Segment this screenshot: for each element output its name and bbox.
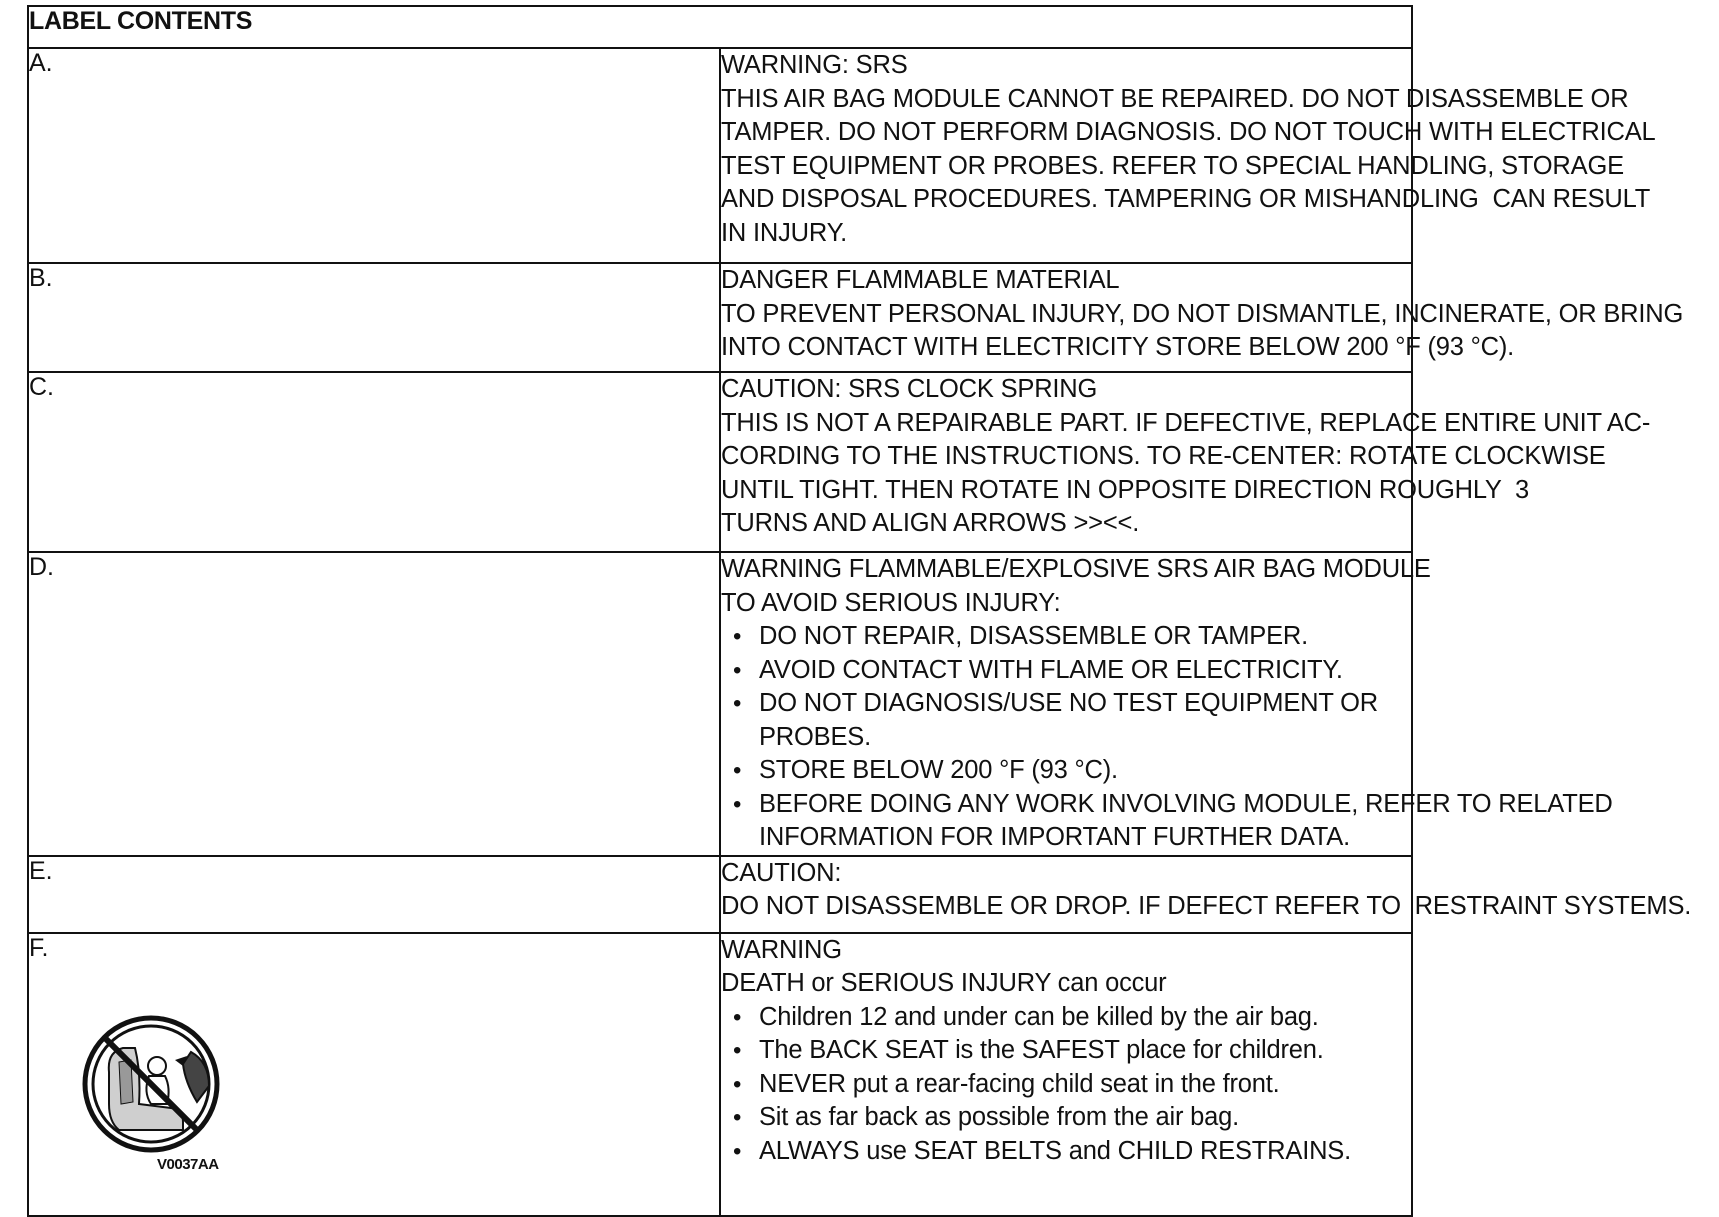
table-row-a [28, 48, 1412, 263]
row-text-line: TURNS AND ALIGN ARROWS >><<. [721, 509, 1140, 537]
table-row-b [28, 263, 1412, 372]
row-heading: WARNING FLAMMABLE/EXPLOSIVE SRS AIR BAG MODULE [721, 555, 1431, 583]
row-heading: WARNING [721, 935, 842, 964]
table-row-f [28, 933, 1412, 1216]
no-child-seat-pictogram [79, 1012, 239, 1172]
row-heading: DANGER FLAMMABLE MATERIAL [721, 266, 1120, 294]
row-letter: C. [28, 372, 720, 552]
row-letter: A. [28, 48, 720, 263]
row-content [720, 933, 1412, 1216]
list-item: • DO NOT REPAIR, DISASSEMBLE OR TAMPER. [721, 620, 1411, 654]
row-heading: CAUTION: [721, 858, 842, 887]
list-item: • The BACK SEAT is the SAFEST place for children. [721, 1034, 1411, 1068]
row-content [720, 372, 1651, 552]
row-text-line: INTO CONTACT WITH ELECTRICITY STORE BELOW 200 °F (93 °C). [721, 333, 1515, 361]
row-heading: CAUTION: SRS CLOCK SPRING [721, 375, 1098, 403]
row-intro: TO AVOID SERIOUS INJURY: [721, 588, 1061, 617]
bullet-list [721, 1001, 1411, 1169]
label-contents-table [27, 5, 1692, 1217]
row-text-line: AND DISPOSAL PROCEDURES. TAMPERING OR MISHANDLING CAN RESULT [721, 185, 1651, 213]
row-heading: WARNING: SRS [721, 51, 908, 79]
bullet-list [721, 620, 1613, 855]
list-item: • Sit as far back as possible from the air bag. [721, 1101, 1411, 1135]
list-item: • BEFORE DOING ANY WORK INVOLVING MODULE, REFER TO RELATED INFORMATION FOR IMPORTANT FURTHER DATA. [721, 788, 1719, 855]
list-item: • DO NOT DIAGNOSIS/USE NO TEST EQUIPMENT OR PROBES. [721, 687, 1411, 754]
pictogram-code: V0037AA [157, 1155, 219, 1173]
row-text-line: DO NOT DISASSEMBLE OR DROP. IF DEFECT REFER TO RESTRAINT SYSTEMS. [721, 892, 1692, 920]
row-content [720, 856, 1692, 933]
row-letter: E. [28, 856, 720, 933]
row-text-line: TEST EQUIPMENT OR PROBES. REFER TO SPECIAL HANDLING, STORAGE [721, 151, 1624, 180]
row-content [720, 48, 1656, 263]
row-text-line: TAMPER. DO NOT PERFORM DIAGNOSIS. DO NOT TOUCH WITH ELECTRICAL [721, 118, 1656, 146]
row-text-line: THIS AIR BAG MODULE CANNOT BE REPAIRED. DO NOT DISASSEMBLE OR [721, 84, 1629, 113]
row-text-line: CORDING TO THE INSTRUCTIONS. TO RE-CENTER: ROTATE CLOCKWISE [721, 442, 1606, 470]
list-item: • AVOID CONTACT WITH FLAME OR ELECTRICITY. [721, 654, 1411, 688]
row-intro: DEATH or SERIOUS INJURY can occur [721, 969, 1167, 997]
table-title: LABEL CONTENTS [28, 6, 1412, 48]
row-content [720, 263, 1684, 372]
no-child-seat-icon [79, 1012, 239, 1172]
row-content [720, 552, 1613, 856]
row-text-line: THIS IS NOT A REPAIRABLE PART. IF DEFECTIVE, REPLACE ENTIRE UNIT AC- [721, 408, 1651, 437]
list-item: • Children 12 and under can be killed by the air bag. [721, 1001, 1411, 1035]
table-row-e [28, 856, 1412, 933]
row-text-line: IN INJURY. [721, 218, 848, 247]
row-letter: B. [28, 263, 720, 372]
table-row-c [28, 372, 1412, 552]
row-letter-cell [28, 933, 720, 1216]
list-item: • ALWAYS use SEAT BELTS and CHILD RESTRAINS. [721, 1135, 1411, 1169]
row-text-line: TO PREVENT PERSONAL INJURY, DO NOT DISMANTLE, INCINERATE, OR BRING [721, 299, 1684, 328]
row-letter: F. [29, 933, 49, 962]
row-letter: D. [28, 552, 720, 856]
table-header-row [28, 6, 1412, 48]
label-contents-sheet [27, 5, 1692, 1217]
list-item: • NEVER put a rear-facing child seat in the front. [721, 1068, 1411, 1102]
row-text-line: UNTIL TIGHT. THEN ROTATE IN OPPOSITE DIRECTION ROUGHLY 3 [721, 475, 1530, 504]
list-item: • STORE BELOW 200 °F (93 °C). [721, 754, 1411, 788]
table-row-d [28, 552, 1412, 856]
